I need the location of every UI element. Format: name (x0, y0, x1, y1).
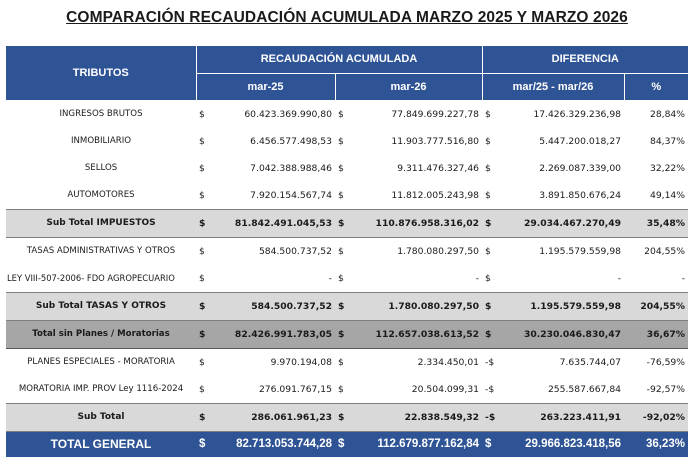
value-mar25: 9.970.194,08 (270, 356, 332, 368)
currency-sign: $ (199, 135, 205, 147)
currency-sign: $ (199, 245, 205, 257)
currency-sign: $ (199, 189, 205, 201)
value-mar25: 81.842.491.045,53 (210, 209, 335, 237)
value-pct: 204,55% (644, 245, 686, 257)
value-mar25: 584.500.737,52 (258, 245, 332, 257)
currency-sign: $ (485, 108, 491, 120)
currency-sign: $ (482, 209, 498, 237)
value-pct: - (681, 272, 686, 284)
value-mar26: 2.334.450,01 (417, 356, 480, 368)
currency-sign: $ (335, 292, 349, 320)
row-label: Sub Total TASAS Y OTROS (6, 292, 196, 320)
table-row-moratoria-prov (6, 376, 688, 404)
currency-sign: $ (485, 245, 491, 257)
row-label: TOTAL GENERAL (6, 431, 196, 457)
value-diff: 1.195.579.559,98 (498, 292, 624, 320)
currency-sign: $ (338, 356, 344, 368)
table-row-tasas (6, 237, 688, 265)
header-diferencia: DIFERENCIA (482, 46, 688, 73)
currency-sign: $ (482, 320, 498, 348)
value-mar25: 286.061.961,23 (210, 403, 335, 431)
value-mar26: 77.849.699.227,78 (391, 108, 480, 120)
value-mar25: 276.091.767,15 (258, 383, 332, 395)
currency-sign: $ (196, 209, 210, 237)
value-mar25: 82.426.991.783,05 (210, 320, 335, 348)
value-mar26: 22.838.549,32 (349, 403, 482, 431)
currency-sign: $ (485, 135, 491, 147)
value-mar26: 112.679.877.162,84 (349, 431, 482, 457)
value-mar26: 1.780.080.297,50 (349, 292, 482, 320)
value-pct: 84,37% (649, 135, 686, 147)
subtotal-row-impuestos (6, 209, 688, 237)
value-mar25: - (328, 272, 332, 284)
row-label: Sub Total IMPUESTOS (6, 209, 196, 237)
value-mar26: 110.876.958.316,02 (349, 209, 482, 237)
currency-sign: $ (338, 383, 344, 395)
table-row-inmobiliario (6, 128, 688, 155)
currency-sign: $ (196, 431, 210, 457)
currency-sign: $ (338, 108, 344, 120)
header-recaudacion: RECAUDACIÓN ACUMULADA (196, 46, 482, 73)
value-mar26: 1.780.080.297,50 (397, 245, 480, 257)
table-row-ley-agropecuario (6, 265, 688, 293)
currency-sign: $ (338, 272, 344, 284)
value-diff: 17.426.329.236,98 (533, 108, 622, 120)
table-row-automotores (6, 182, 688, 210)
subtotal-row-tasas (6, 292, 688, 320)
page-title: COMPARACIÓN RECAUDACIÓN ACUMULADA MARZO 2025 Y MARZO 2026 (66, 9, 628, 26)
row-label: PLANES ESPECIALES - MORATORIA (27, 357, 175, 367)
currency-sign: $ (196, 403, 210, 431)
currency-sign: $ (335, 403, 349, 431)
currency-sign: $ (338, 162, 344, 174)
row-label: Sub Total (6, 403, 196, 431)
subtotal-row-sin-planes (6, 320, 688, 348)
currency-sign: $ (199, 162, 205, 174)
currency-sign: $ (338, 245, 344, 257)
value-pct: 36,23% (624, 431, 688, 457)
row-label: Total sin Planes / Moratorias (6, 320, 196, 348)
table-row-ingresos-brutos (6, 100, 688, 128)
value-mar26: 11.903.777.516,80 (391, 135, 480, 147)
currency-sign: $ (199, 272, 205, 284)
value-diff: 2.269.087.339,00 (539, 162, 622, 174)
row-label: INGRESOS BRUTOS (59, 109, 143, 119)
currency-sign: $ (482, 292, 498, 320)
total-general-row (6, 431, 688, 457)
value-pct: 28,84% (649, 108, 686, 120)
value-pct: 36,67% (624, 320, 688, 348)
table-row-sellos (6, 155, 688, 182)
value-pct: 32,22% (649, 162, 686, 174)
value-pct: -92,57% (646, 383, 686, 395)
row-label: TASAS ADMINISTRATIVAS Y OTROS (26, 246, 176, 256)
value-diff: 5.447.200.018,27 (539, 135, 622, 147)
value-mar25: 60.423.369.990,80 (244, 108, 332, 120)
value-diff: 1.195.579.559,98 (539, 245, 622, 257)
currency-sign: $ (485, 189, 491, 201)
currency-sign: $ (485, 272, 491, 284)
header-pct: % (624, 73, 688, 100)
value-mar26: 112.657.038.613,52 (349, 320, 482, 348)
value-diff: 29.034.467.270,49 (498, 209, 624, 237)
header-row-1 (6, 46, 688, 73)
header-mar25: mar-25 (196, 73, 335, 100)
currency-sign: $ (485, 162, 491, 174)
currency-sign: -$ (482, 403, 498, 431)
value-pct: 204,55% (624, 292, 688, 320)
currency-sign: $ (338, 135, 344, 147)
value-mar25: 6.456.577.498,53 (250, 135, 332, 147)
subtotal-row-moratorias (6, 403, 688, 431)
currency-sign: $ (199, 108, 205, 120)
value-pct: 35,48% (624, 209, 688, 237)
row-label: INMOBILIARIO (70, 136, 132, 146)
value-mar25: 7.920.154.567,74 (250, 189, 332, 201)
value-mar26: - (475, 272, 480, 284)
currency-sign: $ (335, 209, 349, 237)
currency-sign: $ (335, 320, 349, 348)
currency-sign: $ (338, 189, 344, 201)
row-label: MORATORIA IMP. PROV Ley 1116-2024 (18, 384, 184, 394)
value-pct: 49,14% (649, 189, 686, 201)
value-diff: 263.223.411,91 (498, 403, 624, 431)
value-diff: 29.966.823.418,56 (498, 431, 624, 457)
revenue-comparison-table (6, 46, 688, 457)
currency-sign: $ (199, 383, 205, 395)
value-mar25: 584.500.737,52 (210, 292, 335, 320)
currency-sign: -$ (485, 356, 495, 368)
currency-sign: $ (196, 292, 210, 320)
value-mar26: 9.311.476.327,46 (397, 162, 480, 174)
value-diff: 255.587.667,84 (547, 383, 622, 395)
value-diff: 30.230.046.830,47 (498, 320, 624, 348)
currency-sign: $ (196, 320, 210, 348)
header-tributos: TRIBUTOS (6, 46, 196, 100)
table-row-planes-especiales (6, 348, 688, 376)
value-diff: 7.635.744,07 (559, 356, 622, 368)
value-mar26: 11.812.005.243,98 (391, 189, 480, 201)
header-mar26: mar-26 (335, 73, 482, 100)
value-mar26: 20.504.099,31 (411, 383, 480, 395)
row-label: SELLOS (84, 163, 118, 173)
header-diff: mar/25 - mar/26 (482, 73, 624, 100)
value-pct: -76,59% (646, 356, 686, 368)
currency-sign: $ (335, 431, 349, 457)
currency-sign: -$ (485, 383, 495, 395)
value-mar25: 82.713.053.744,28 (210, 431, 335, 457)
value-diff: 3.891.850.676,24 (539, 189, 622, 201)
value-pct: -92,02% (624, 403, 688, 431)
row-label: LEY VIII-507-2006- FDO AGROPECUARIO (7, 273, 175, 283)
value-diff: - (617, 272, 622, 284)
currency-sign: $ (482, 431, 498, 457)
value-mar25: 7.042.388.988,46 (250, 162, 332, 174)
currency-sign: $ (199, 356, 205, 368)
row-label: AUTOMOTORES (67, 190, 135, 200)
